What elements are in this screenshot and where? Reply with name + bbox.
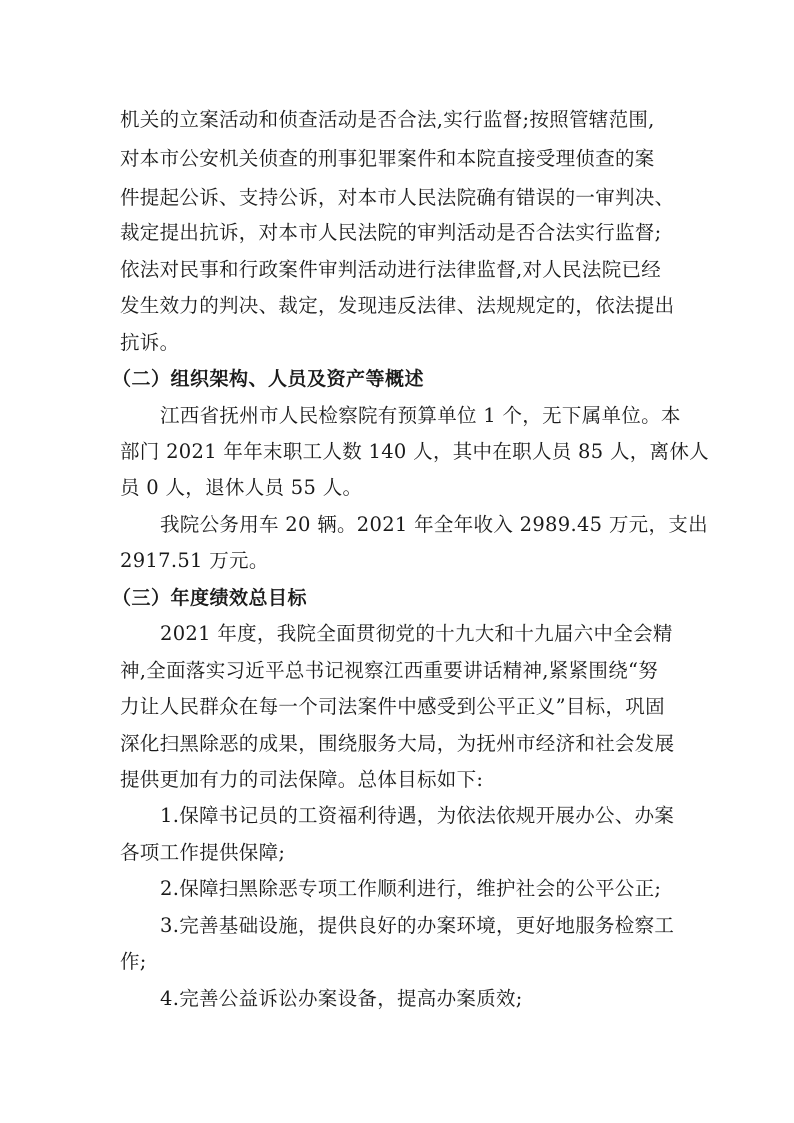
paragraph-line: 深化扫黑除恶的成果，围绕服务大局，为抚州市经济和社会发展 — [120, 732, 675, 755]
paragraph-line: 部门 2021 年年末职工人数 140 人，其中在职人员 85 人，离休人 — [120, 440, 709, 463]
paragraph-line: 裁定提出抗诉，对本市人民法院的审判活动是否合法实行监督; — [120, 221, 662, 244]
paragraph-line: 抗诉。 — [120, 331, 180, 354]
list-item-2: 2.保障扫黑除恶专项工作顺利进行，维护社会的公平公正; — [160, 877, 662, 900]
list-item-1: 1.保障书记员的工资福利待遇，为依法依规开展办公、办案 — [160, 804, 675, 827]
list-item-4: 4.完善公益诉讼办案设备，提高办案质效; — [160, 987, 523, 1010]
paragraph-line: 2021 年度，我院全面贯彻党的十九大和十九届六中全会精 — [160, 622, 673, 645]
paragraph-line: 神,全面落实习近平总书记视察江西重要讲话精神,紧紧围绕“努 — [120, 659, 659, 682]
paragraph-line: 对本市公安机关侦查的刑事犯罪案件和本院直接受理侦查的案 — [120, 147, 655, 170]
paragraph-line: 2917.51 万元。 — [120, 549, 269, 572]
paragraph-line: 作; — [120, 950, 147, 973]
paragraph-line: 力让人民群众在每一个司法案件中感受到公平正义”目标，巩固 — [120, 695, 665, 718]
paragraph-line: 员 0 人，退休人员 55 人。 — [120, 476, 363, 499]
paragraph-line: 件提起公诉、支持公诉，对本市人民法院确有错误的一审判决、 — [120, 186, 675, 209]
list-item-3: 3.完善基础设施，提供良好的办案环境，更好地服务检察工 — [160, 914, 675, 937]
paragraph-line: 各项工作提供保障; — [120, 841, 286, 864]
paragraph-line: 提供更加有力的司法保障。总体目标如下: — [120, 768, 484, 791]
paragraph-line: 依法对民事和行政案件审判活动进行法律监督,对人民法院已经 — [120, 258, 662, 281]
paragraph-line: 我院公务用车 20 辆。2021 年全年收入 2989.45 万元，支出 — [160, 513, 708, 536]
paragraph-line: 发生效力的判决、裁定，发现违反法律、法规规定的，依法提出 — [120, 294, 675, 317]
paragraph-line: 机关的立案活动和侦查活动是否合法,实行监督;按照管辖范围, — [120, 108, 655, 131]
section-heading-2: （二）组织架构、人员及资产等概述 — [112, 368, 425, 390]
paragraph-line: 江西省抚州市人民检察院有预算单位 1 个，无下属单位。本 — [160, 404, 681, 427]
section-heading-3: （三）年度绩效总目标 — [112, 587, 308, 609]
